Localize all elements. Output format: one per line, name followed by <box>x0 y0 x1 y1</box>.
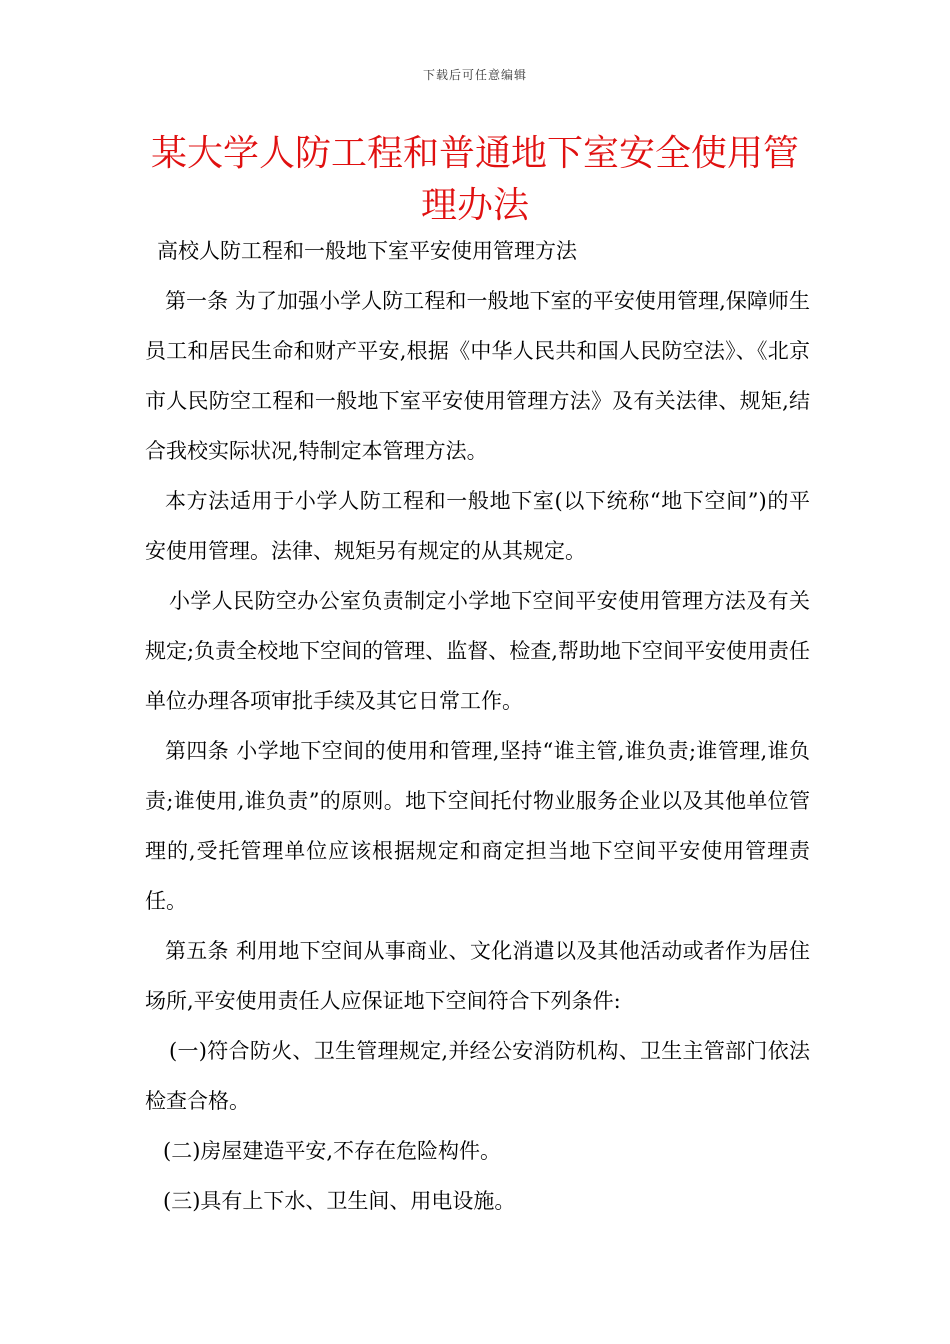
document-body <box>145 226 810 1226</box>
article-1-paragraph: 第一条 为了加强小学人防工程和一般地下室的平安使用管理,保障师生员工和居民生命和财产平安,根据《中华人民共和国人民防空法》、《北京市人民防空工程和一般地下室平安使用管理方法》及有关法律、规矩,结合我校实际状况,特制定本管理方法。 <box>145 289 810 463</box>
condition-3-paragraph: (三)具有上下水、卫生间、用电设施。 <box>163 1189 516 1213</box>
scope-paragraph: 本方法适用于小学人防工程和一般地下室(以下统称“地下空间”)的平安使用管理。法律、规矩另有规定的从其规定。 <box>145 489 810 563</box>
article-5-paragraph: 第五条 利用地下空间从事商业、文化消遣以及其他活动或者作为居住场所,平安使用责任人应保证地下空间符合下列条件: <box>145 939 810 1013</box>
office-duty-paragraph: 小学人民防空办公室负责制定小学地下空间平安使用管理方法及有关规定;负责全校地下空间的管理、监督、检查,帮助地下空间平安使用责任单位办理各项审批手续及其它日常工作。 <box>145 589 810 713</box>
subtitle-paragraph: 高校人防工程和一般地下室平安使用管理方法 <box>157 239 577 263</box>
condition-1-paragraph: (一)符合防火、卫生管理规定,并经公安消防机构、卫生主管部门依法检查合格。 <box>145 1039 810 1113</box>
download-note: 下载后可任意编辑 <box>422 68 527 82</box>
condition-2-paragraph: (二)房屋建造平安,不存在危险构件。 <box>163 1139 502 1163</box>
article-4-paragraph: 第四条 小学地下空间的使用和管理,坚持“谁主管,谁负责;谁管理,谁负责;谁使用,谁负责”的原则。地下空间托付物业服务企业以及其他单位管理的,受托管理单位应该根据规定和商定担当地下空间平安使用管理责任。 <box>145 739 810 913</box>
document-title: 某大学人防工程和普通地下室安全使用管理办法 <box>150 133 799 226</box>
